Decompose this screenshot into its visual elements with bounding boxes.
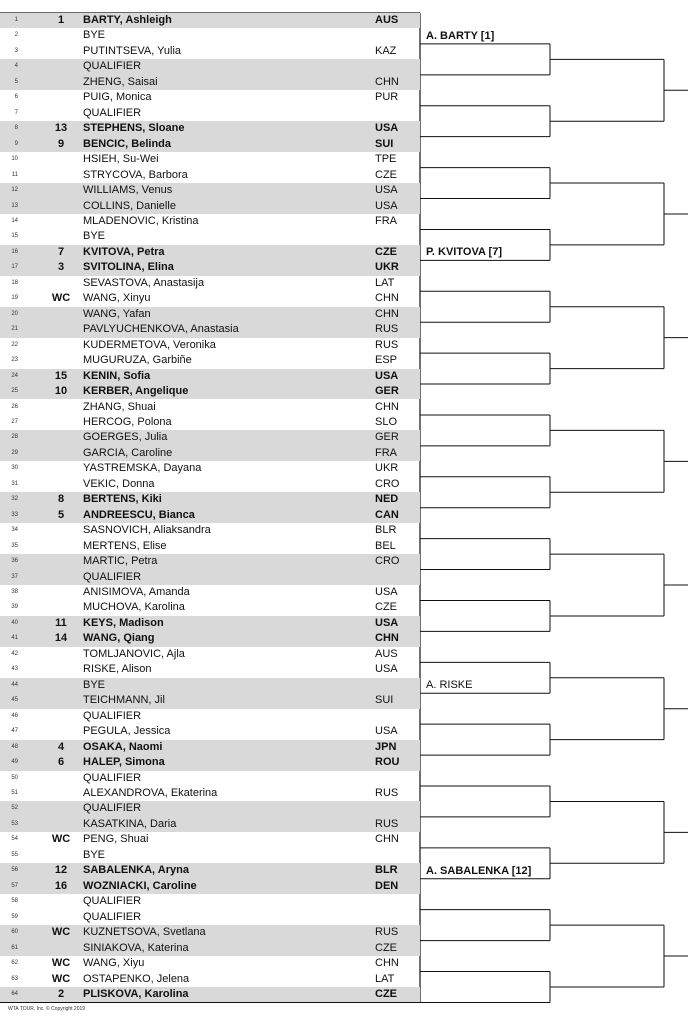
draw-row [0,925,420,940]
player-name: STRYCOVA, Barbora [83,168,188,181]
draw-position: 20 [11,310,18,317]
draw-row [0,554,420,569]
player-name: QUALIFIER [83,709,142,722]
draw-row [0,585,420,600]
player-name: YASTREMSKA, Dayana [83,462,202,475]
player-name: MARTIC, Petra [83,555,158,568]
draw-position: 12 [11,187,18,194]
nationality: USA [375,663,398,676]
seed-label: 1 [57,14,65,26]
draw-position: 33 [11,511,18,518]
player-name: SABALENKA, Aryna [83,864,189,877]
draw-row [0,214,420,229]
nationality: RUS [375,323,399,336]
nationality: CHN [375,292,399,305]
nationality: RUS [375,926,399,939]
draw-row [0,894,420,909]
player-name: RISKE, Alison [83,663,152,676]
player-name: KEYS, Madison [83,616,164,629]
draw-position: 57 [11,882,18,889]
nationality: FRA [375,214,397,227]
nationality: USA [375,616,399,629]
draw-row [0,910,420,925]
draw-row [0,477,420,492]
seed-label: 6 [57,756,65,769]
nationality: SUI [375,137,394,150]
nationality: USA [375,725,398,738]
player-name: KERBER, Angelique [83,385,189,398]
draw-position: 21 [11,326,18,333]
nationality: FRA [375,446,397,459]
nationality: UKR [375,261,399,274]
draw-position: 18 [11,279,18,286]
draw-position: 62 [11,960,18,967]
draw-position: 25 [11,388,18,395]
seed-label: WC [51,957,71,970]
draw-row [0,338,420,353]
draw-position: 1 [14,17,18,23]
nationality: CZE [375,245,397,258]
nationality: CAN [375,508,399,521]
draw-row [0,647,420,662]
nationality: UKR [375,462,399,475]
draw-position: 40 [11,619,18,626]
draw-row [0,199,420,214]
draw-position: 50 [11,774,18,781]
draw-row [0,678,420,693]
nationality: CRO [375,477,400,490]
nationality: USA [375,199,398,212]
draw-row [0,972,420,987]
nationality: LAT [375,276,395,289]
player-name: HERCOG, Polona [83,415,172,428]
player-name: WOZNIACKI, Caroline [83,879,197,892]
draw-position: 28 [11,434,18,441]
draw-row [0,276,420,291]
draw-position: 4 [14,63,18,70]
player-name: BENCIC, Belinda [83,137,172,150]
nationality: CRO [375,555,400,568]
player-name: GOERGES, Julia [83,431,168,444]
draw-position: 37 [11,573,18,580]
player-name: BYE [83,848,106,861]
nationality: SLO [375,415,398,428]
draw-position: 8 [14,125,18,132]
draw-position: 14 [11,217,18,224]
draw-row [0,616,420,631]
player-name: TEICHMANN, Jil [83,694,165,707]
draw-position: 51 [11,790,18,796]
nationality: CHN [375,75,399,88]
draw-row [0,508,420,523]
player-name: SEVASTOVA, Anastasija [83,276,205,289]
seed-label: 9 [57,137,65,150]
draw-row [0,740,420,755]
nationality: PUR [375,91,399,104]
player-name: PUTINTSEVA, Yulia [83,44,182,57]
player-name: QUALIFIER [83,570,142,583]
nationality: CZE [375,601,397,614]
draw-position: 61 [11,944,18,951]
draw-row [0,152,420,167]
draw-position: 53 [11,820,18,827]
nationality: RUS [375,817,399,830]
player-name: QUALIFIER [83,60,142,73]
draw-position: 47 [11,728,18,735]
player-name: KASATKINA, Daria [83,817,177,830]
draw-position: 63 [11,975,18,982]
draw-row [0,446,420,461]
second-round-entry: A. SABALENKA [12] [426,864,532,877]
player-name: HSIEH, Su-Wei [83,153,159,166]
draw-position: 39 [11,604,18,611]
nationality: USA [375,369,399,382]
draw-row [0,369,420,384]
draw-row [0,817,420,832]
player-name: MUGURUZA, Garbiñe [83,354,192,367]
draw-row [0,28,420,43]
player-name: KENIN, Sofia [83,369,151,382]
nationality: BEL [375,539,396,552]
player-name: ALEXANDROVA, Ekaterina [83,787,218,799]
draw-row [0,75,420,90]
player-name: GARCIA, Caroline [83,446,173,459]
draw-position: 42 [11,650,18,657]
draw-position: 60 [11,929,18,936]
draw-row [0,941,420,956]
draw-row [0,90,420,105]
seed-label: 13 [54,122,68,135]
draw-row [0,956,420,971]
nationality: RUS [375,787,399,799]
draw-position: 6 [14,94,18,101]
player-name: SINIAKOVA, Katerina [83,941,189,954]
draw-position: 9 [14,140,18,147]
seed-label: 15 [54,369,68,382]
seed-label: 5 [57,508,65,521]
draw-position: 13 [11,202,18,209]
seed-label: WC [51,926,71,939]
player-name: BYE [83,678,106,691]
draw-position: 32 [11,496,18,503]
nationality: CHN [375,833,399,846]
draw-row [0,786,420,801]
player-name: BERTENS, Kiki [83,493,162,506]
player-name: KUZNETSOVA, Svetlana [83,926,206,939]
draw-row [0,801,420,816]
draw-position: 41 [11,635,18,642]
nationality: LAT [375,972,395,985]
draw-position: 11 [11,171,18,178]
nationality: CZE [375,941,397,954]
draw-position: 35 [11,542,18,549]
draw-row [0,430,420,445]
draw-position: 16 [11,248,18,255]
nationality: NED [375,493,399,506]
copyright-footer: WTA TOUR, Inc. © Copyright 2019 [8,1006,86,1012]
nationality: USA [375,122,399,135]
nationality: JPN [375,740,397,753]
draw-row [0,59,420,74]
seed-label: 12 [54,864,68,877]
nationality: DEN [375,879,399,892]
draw-row [0,570,420,585]
seed-label: WC [51,833,71,846]
player-name: KVITOVA, Petra [83,245,165,258]
draw-position: 49 [11,759,18,766]
player-name: PUIG, Monica [83,91,152,104]
draw-row [0,44,420,59]
draw-position: 17 [11,264,18,271]
nationality: CHN [375,400,399,413]
player-name: QUALIFIER [83,910,142,923]
draw-row [0,523,420,538]
nationality: CHN [375,307,399,320]
nationality: GER [375,431,399,444]
draw-row [0,693,420,708]
seed-label: 7 [57,245,65,258]
draw-position: 48 [11,743,18,750]
draw-row [0,879,420,894]
player-name: SVITOLINA, Elina [83,261,174,274]
seed-label: 16 [54,879,68,892]
player-name: QUALIFIER [83,106,142,119]
seed-label: WC [51,292,71,305]
player-name: OSAKA, Naomi [83,740,163,753]
draw-row [0,322,420,337]
player-name: QUALIFIER [83,771,142,784]
draw-row [0,709,420,724]
draw-position: 43 [11,666,18,673]
seed-label: 2 [57,987,65,1000]
player-name: VEKIC, Donna [83,477,155,490]
player-name: PAVLYUCHENKOVA, Anastasia [83,323,239,336]
nationality: USA [375,184,398,197]
draw-position: 22 [11,341,18,348]
nationality: BLR [375,524,397,537]
draw-row [0,400,420,415]
player-name: WANG, Qiang [83,632,155,645]
draw-position: 23 [11,357,18,364]
draw-position: 45 [11,697,18,704]
draw-row [0,106,420,121]
draw-row [0,168,420,183]
nationality: TPE [375,153,397,166]
player-name: ZHANG, Shuai [83,400,156,413]
nationality: AUS [375,647,398,660]
draw-row [0,461,420,476]
draw-row [0,13,420,28]
nationality: KAZ [375,44,397,57]
player-name: PENG, Shuai [83,833,149,846]
draw-position: 3 [14,47,18,54]
second-round-entry: P. KVITOVA [7] [426,246,503,259]
player-name: WANG, Xiyu [83,957,145,970]
seed-label: 3 [57,261,65,274]
draw-position: 30 [11,465,18,472]
draw-row [0,987,420,1002]
nationality: CHN [375,632,399,645]
draw-position: 24 [11,372,18,379]
player-name: BYE [83,29,106,42]
player-name: QUALIFIER [83,895,142,908]
draw-row [0,832,420,847]
seed-label: 14 [54,632,68,645]
draw-row [0,245,420,260]
draw-position: 64 [11,990,18,997]
draw-row [0,384,420,399]
player-name: PLISKOVA, Karolina [83,987,189,1000]
nationality: BLR [375,864,398,877]
draw-row [0,183,420,198]
nationality: CHN [375,957,399,970]
draw-row [0,539,420,554]
draw-position: 36 [11,558,18,565]
player-name: WANG, Yafan [83,307,151,320]
draw-row [0,121,420,136]
nationality: CZE [375,987,397,1000]
second-round-entry: A. BARTY [1] [426,29,495,42]
draw-position: 59 [11,913,18,920]
draw-position: 29 [11,449,18,456]
seed-label: 8 [57,493,65,506]
player-name: STEPHENS, Sloane [83,122,185,135]
draw-position: 38 [11,589,18,596]
nationality: USA [375,586,398,599]
draw-position: 7 [14,109,18,116]
draw-row [0,137,420,152]
player-name: OSTAPENKO, Jelena [83,972,190,985]
nationality: RUS [375,338,399,351]
seed-label: 4 [57,740,65,753]
draw-row [0,631,420,646]
draw-row [0,755,420,770]
player-name: WANG, Xinyu [83,292,151,305]
draw-row [0,724,420,739]
second-round-entry: A. RISKE [426,679,473,692]
draw-position: 27 [11,418,18,425]
draw-position: 54 [11,836,18,843]
draw-row [0,492,420,507]
draw-position: 19 [11,295,18,302]
draw-position: 31 [11,480,18,487]
draw-position: 34 [11,527,18,534]
draw-position: 5 [14,78,18,85]
player-name: ANISIMOVA, Amanda [83,586,190,599]
nationality: CZE [375,168,397,181]
draw-row [0,260,420,275]
draw-position: 52 [11,805,18,812]
player-name: HALEP, Simona [83,756,165,769]
player-name: COLLINS, Danielle [83,199,176,212]
seed-label: 11 [55,616,67,629]
draw-row [0,771,420,786]
draw-row [0,229,420,244]
draw-row [0,662,420,677]
player-name: QUALIFIER [83,802,142,815]
draw-position: 15 [11,233,18,240]
draw-position: 46 [11,712,18,719]
draw-position: 56 [11,867,18,874]
player-name: BYE [83,230,106,243]
player-name: MLADENOVIC, Kristina [83,214,199,227]
nationality: ROU [375,756,400,769]
player-name: ZHENG, Saisai [83,75,158,88]
player-name: MUCHOVA, Karolina [83,601,185,614]
player-name: ANDREESCU, Bianca [83,508,195,521]
player-name: KUDERMETOVA, Veronika [83,338,216,351]
player-name: BARTY, Ashleigh [83,14,172,26]
draw-position: 26 [11,403,18,410]
draw-row [0,600,420,615]
player-name: SASNOVICH, Aliaksandra [83,524,211,537]
draw-position: 58 [11,898,18,905]
draw-position: 10 [11,156,18,163]
player-name: WILLIAMS, Venus [83,184,173,197]
nationality: GER [375,385,399,398]
seed-label: 10 [54,385,68,398]
player-name: MERTENS, Elise [83,539,167,552]
draw-row [0,863,420,878]
draw-row [0,353,420,368]
draw-row [0,291,420,306]
draw-position: 44 [11,681,18,688]
draw-row [0,848,420,863]
nationality: SUI [375,694,394,707]
draw-position: 2 [14,32,18,39]
nationality: ESP [375,354,398,367]
nationality: AUS [375,14,399,26]
seed-label: WC [51,972,71,985]
draw-row [0,415,420,430]
draw-row [0,307,420,322]
player-name: TOMLJANOVIC, Ajla [83,647,185,660]
player-name: PEGULA, Jessica [83,725,171,738]
draw-position: 55 [11,851,18,858]
